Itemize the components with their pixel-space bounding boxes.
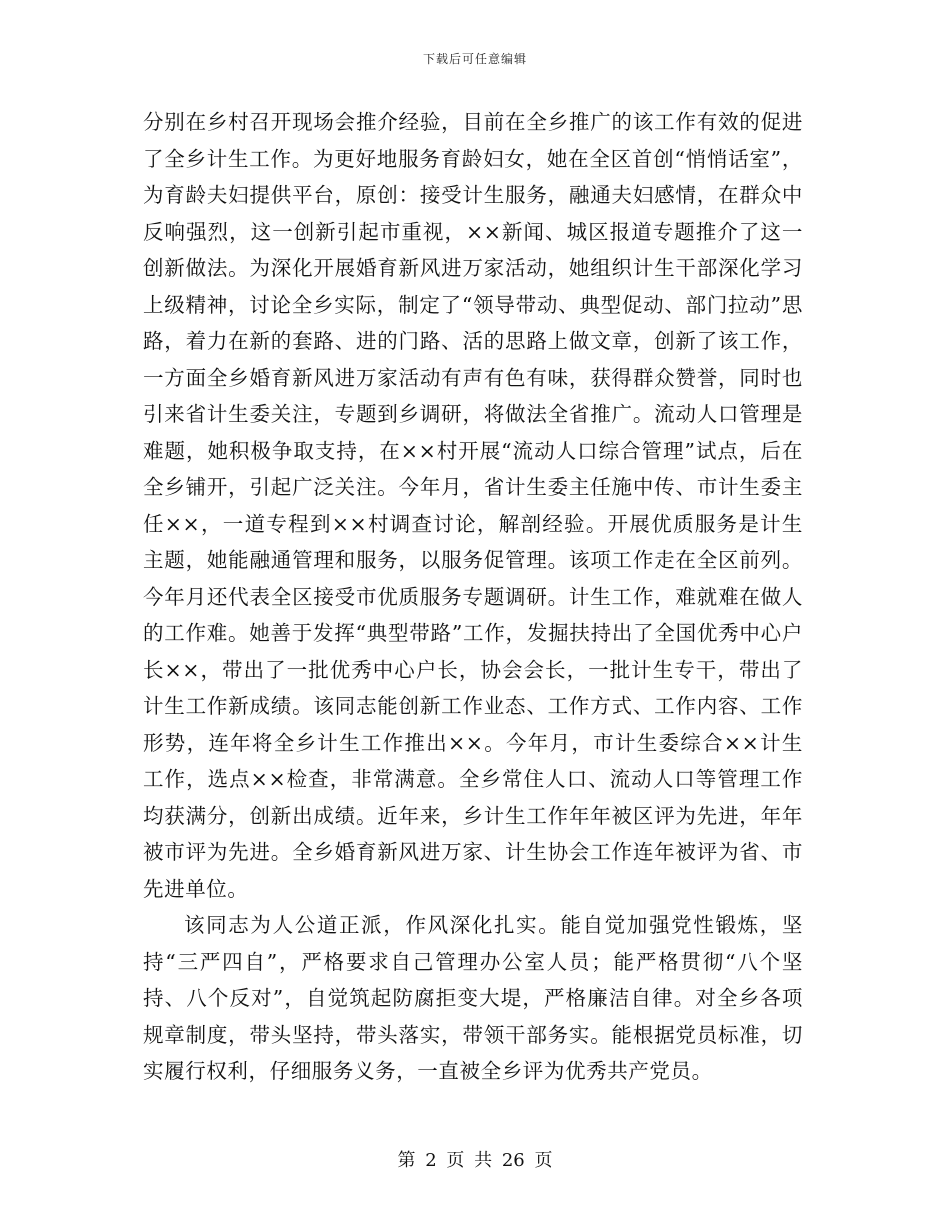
page-header: 下载后可任意编辑 bbox=[422, 52, 527, 66]
document-body bbox=[143, 104, 803, 1090]
paragraph-2: 该同志为人公道正派，作风深化扎实。能自觉加强党性锻炼，坚持“三严四自”，严格要求自己管理办公室人员；能严格贯彻“八个坚持、八个反对”，自觉筑起防腐拒变大堤，严格廉洁自律。对全乡各项规章制度，带头坚持，带头落实，带领干部务实。能根据党员标准，切实履行权利，仔细服务义务，一直被全乡评为优秀共产党员。 bbox=[143, 913, 803, 1083]
page-footer: 第 2 页 共 26 页 bbox=[397, 1150, 553, 1171]
paragraph-1: 分别在乡村召开现场会推介经验，目前在全乡推广的该工作有效的促进了全乡计生工作。为更好地服务育龄妇女，她在全区首创“悄悄话室”，为育龄夫妇提供平台，原创：接受计生服务，融通夫妇感情，在群众中反响强烈，这一创新引起市重视，××新闻、城区报道专题推介了这一创新做法。为深化开展婚育新风进万家活动，她组织计生干部深化学习上级精神，讨论全乡实际，制定了“领导带动、典型促动、部门拉动”思路，着力在新的套路、进的门路、活的思路上做文章，创新了该工作，一方面全乡婚育新风进万家活动有声有色有味，获得群众赞誉，同时也引来省计生委关注，专题到乡调研，将做法全省推广。流动人口管理是难题，她积极争取支持，在××村开展“流动人口综合管理”试点，后在全乡铺开，引起广泛关注。今年月，省计生委主任施中传、市计生委主任××，一道专程到××村调查讨论，解剖经验。开展优质服务是计生主题，她能融通管理和服务，以服务促管理。该项工作走在全区前列。今年月还代表全区接受市优质服务专题调研。计生工作，难就难在做人的工作难。她善于发挥“典型带路”工作，发掘扶持出了全国优秀中心户长××，带出了一批优秀中心户长，协会会长，一批计生专干，带出了计生工作新成绩。该同志能创新工作业态、工作方式、工作内容、工作形势，连年将全乡计生工作推出××。今年月，市计生委综合××计生工作，选点××检查，非常满意。全乡常住人口、流动人口等管理工作均获满分，创新出成绩。近年来，乡计生工作年年被区评为先进，年年被市评为先进。全乡婚育新风进万家、计生协会工作连年被评为省、市先进单位。 bbox=[143, 110, 803, 901]
